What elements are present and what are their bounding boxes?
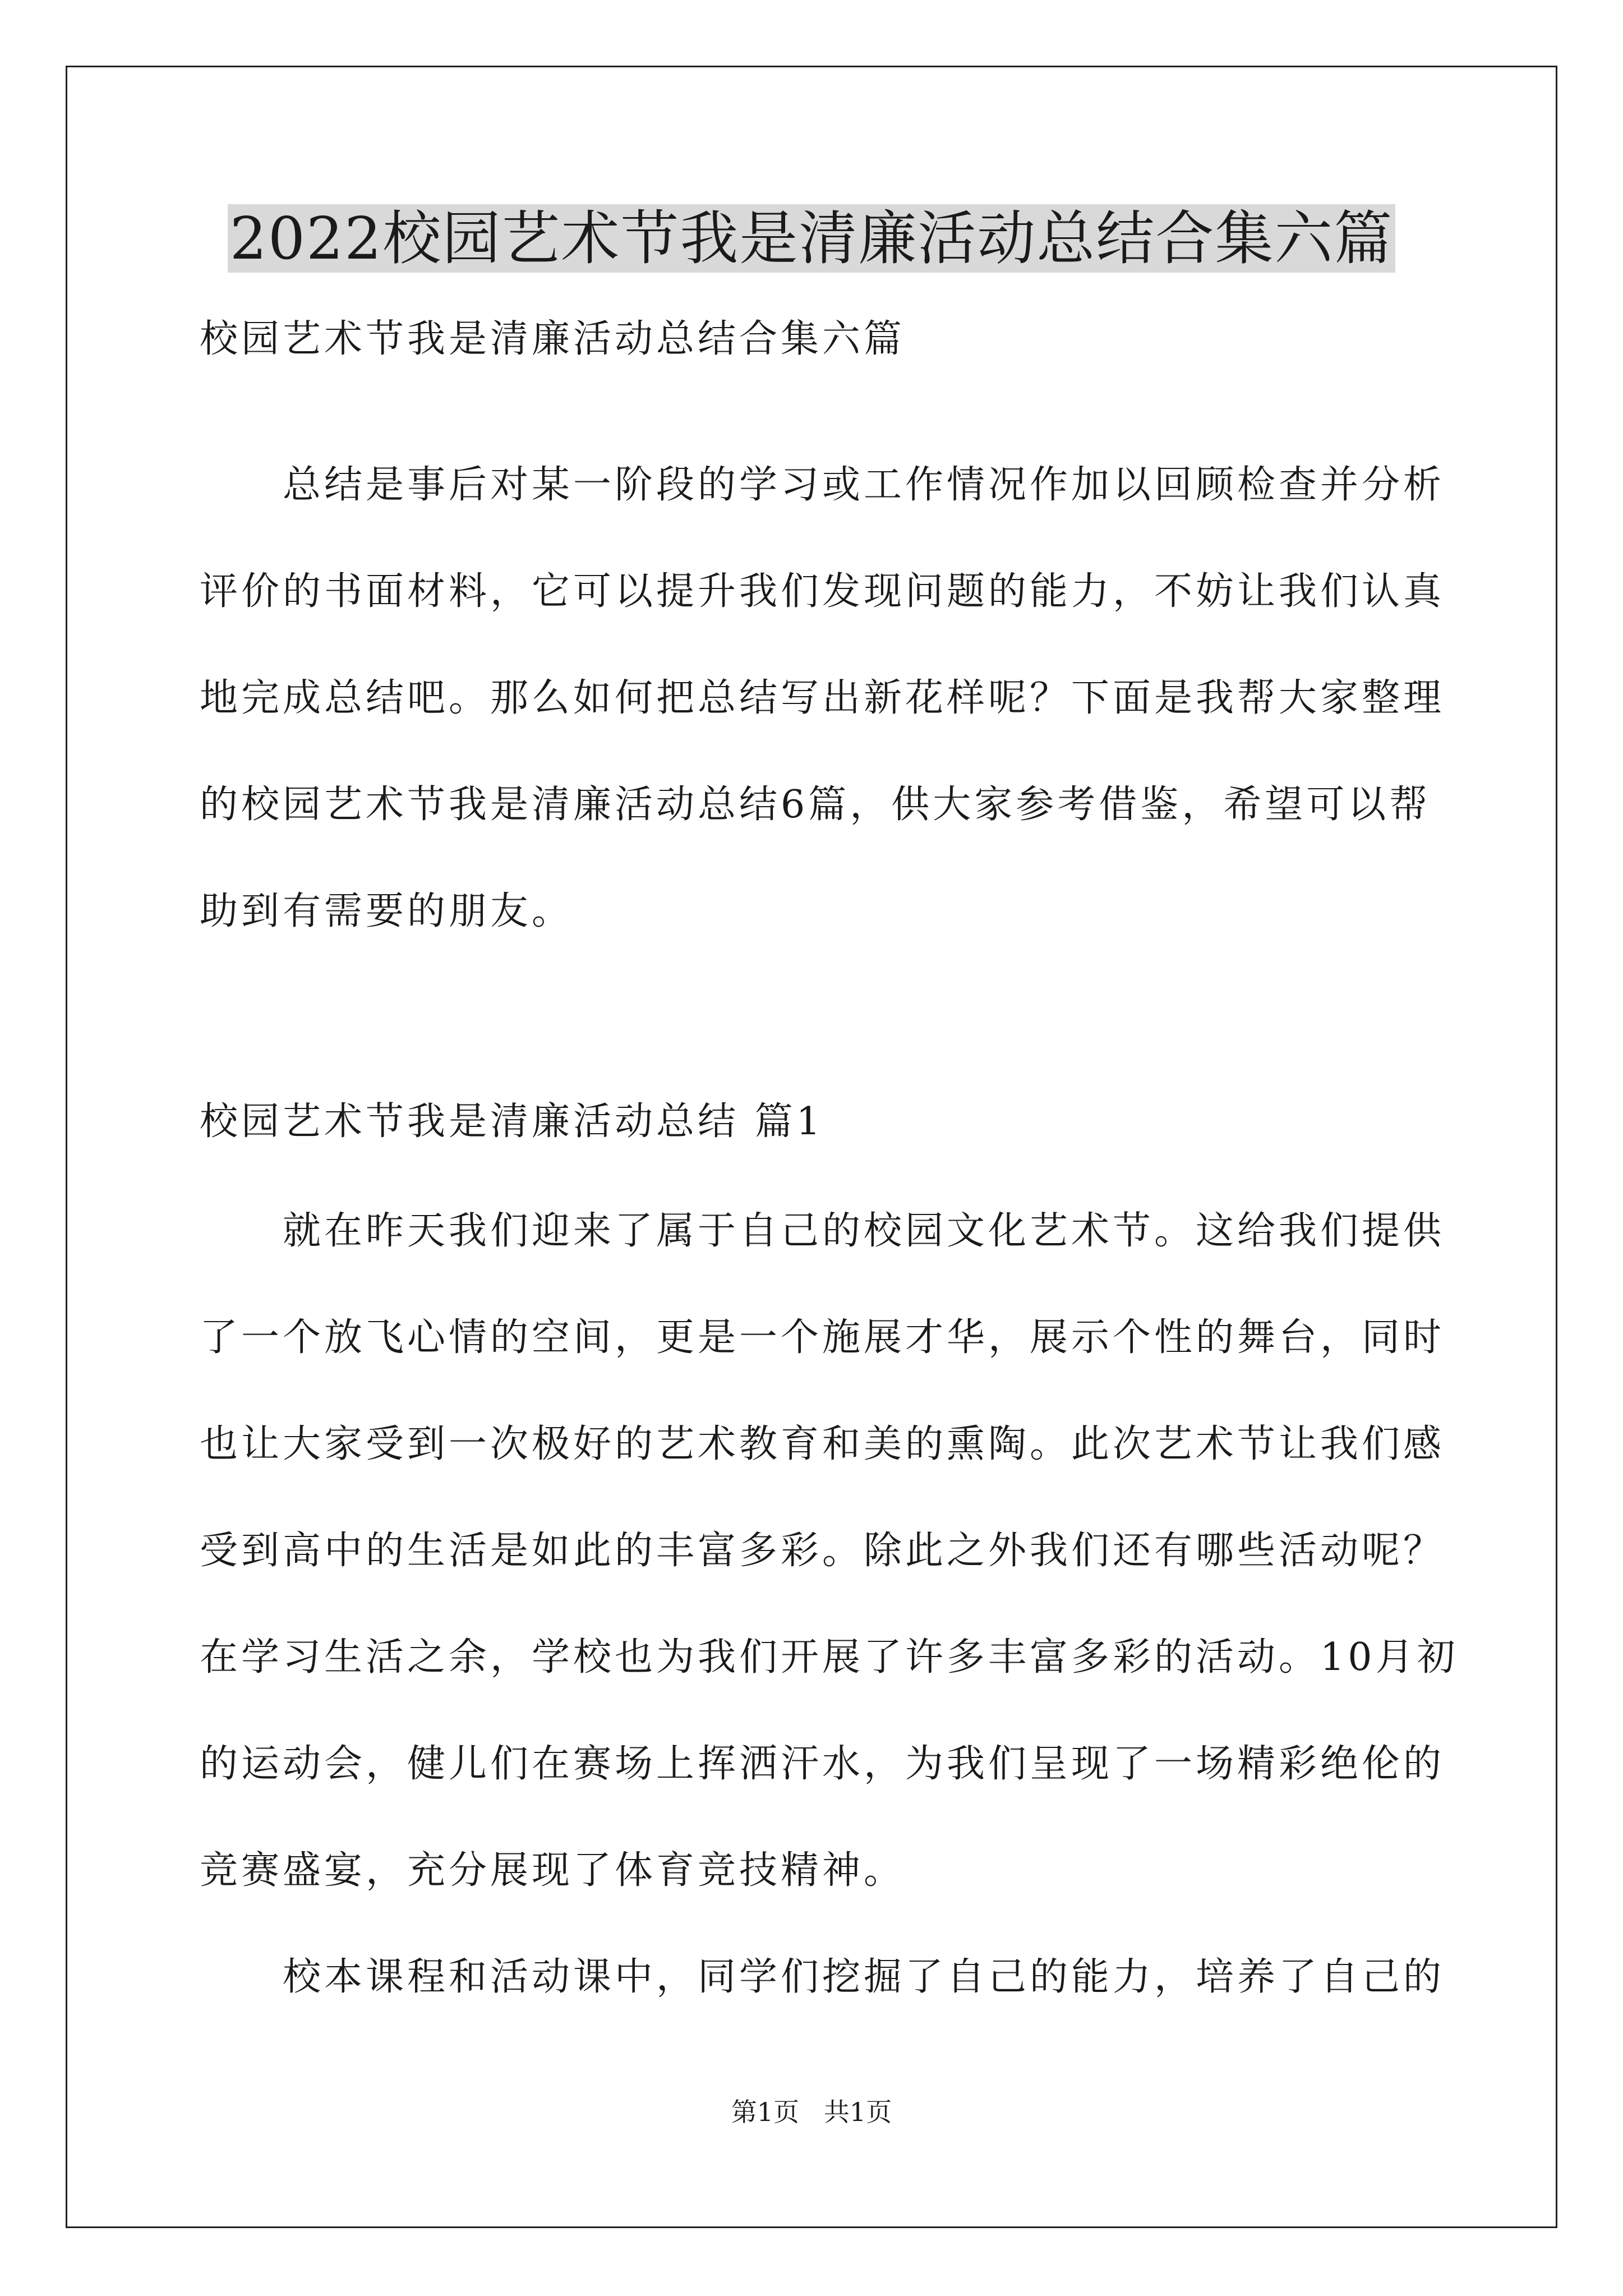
section1-line-4: 受到高中的生活是如此的丰富多彩。除此之外我们还有哪些活动呢？ <box>200 1529 1445 1573</box>
intro-line-5: 助到有需要的朋友。 <box>200 889 574 933</box>
section1-line-1: 就在昨天我们迎来了属于自己的校园文化艺术节。这给我们提供 <box>200 1209 1445 1253</box>
document-subtitle: 校园艺术节我是清廉活动总结合集六篇 <box>200 317 906 361</box>
intro-line-2: 评价的书面材料，它可以提升我们发现问题的能力，不妨让我们认真 <box>200 569 1445 614</box>
document-title-text: 2022校园艺术节我是清廉活动总结合集六篇 <box>228 204 1396 273</box>
document-title <box>0 196 1623 280</box>
section1-line-7: 竞赛盛宴，充分展现了体育竞技精神。 <box>200 1848 906 1893</box>
intro-line-3: 地完成总结吧。那么如何把总结写出新花样呢？下面是我帮大家整理 <box>200 676 1445 720</box>
section1-line-3: 也让大家受到一次极好的艺术教育和美的熏陶。此次艺术节让我们感 <box>200 1422 1445 1466</box>
intro-line-1: 总结是事后对某一阶段的学习或工作情况作加以回顾检查并分析 <box>200 463 1445 507</box>
section-heading-1: 校园艺术节我是清廉活动总结 篇1 <box>200 1099 824 1144</box>
section1-line-5: 在学习生活之余，学校也为我们开展了许多丰富多彩的活动。10月初 <box>200 1635 1459 1680</box>
section1-line-6: 的运动会，健儿们在赛场上挥洒汗水，为我们呈现了一场精彩绝伦的 <box>200 1742 1445 1786</box>
intro-line-4: 的校园艺术节我是清廉活动总结6篇，供大家参考借鉴，希望可以帮 <box>200 783 1431 827</box>
section1-line-2: 了一个放飞心情的空间，更是一个施展才华，展示个性的舞台，同时 <box>200 1315 1445 1360</box>
page-footer: 第1页 共1页 <box>731 2097 892 2127</box>
section1-paragraph2-line-1: 校本课程和活动课中，同学们挖掘了自己的能力，培养了自己的 <box>200 1955 1445 1999</box>
